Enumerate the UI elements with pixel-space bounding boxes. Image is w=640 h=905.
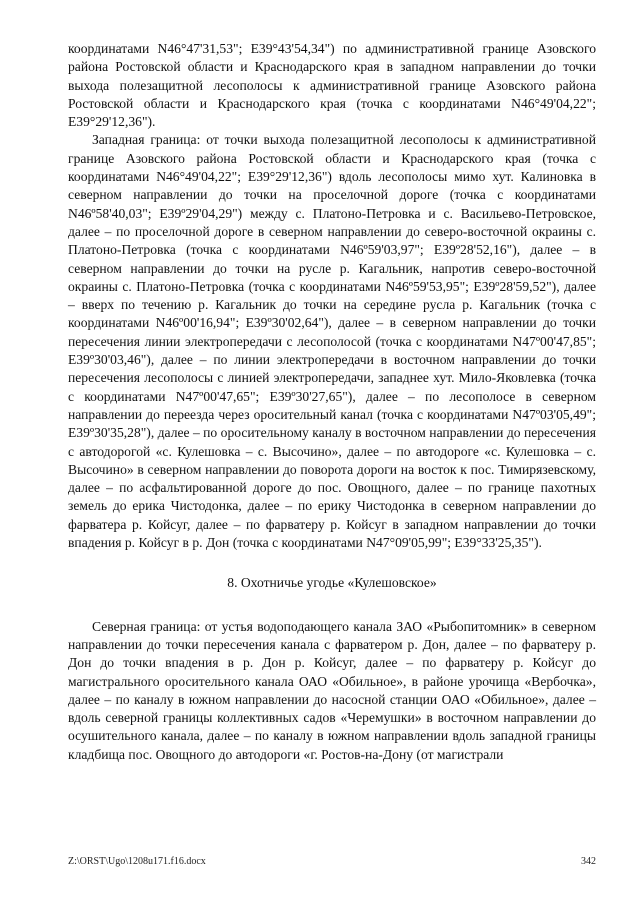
- section-heading: 8. Охотничье угодье «Кулешовское»: [227, 575, 437, 591]
- paragraph-western-border: Западная граница: от точки выхода полезащитной лесополосы к административной границе Азовского района Ростовской области и Краснодарского края (точка с координатами N46°49'04,22"; E39°29'12,36") вдоль лесополосы мимо хут. Калиновка в северном направлении до точки на проселочной дороге (точка с координатами N46º58'40,03"; E39º29'04,29") между с. Платоно-Петровка и с. Васильево-Петровское, далее – по проселочной дороге в северном направлении до северо-восточной окраины с. Платоно-Петровка (точка с координатами N46º59'03,97"; E39º28'52,16"), далее – в северном направлении до точки на русле р. Кагальник, напротив северо-восточной окраины с. Платоно-Петровка (точка с координатами N46º59'53,95"; E39º28'59,52"), далее – вверх по течению р. Кагальник до точки на середине русла р. Кагальник (точка с координатами N46º00'16,94"; E39º30'02,64"), далее – в северном направлении до точки пересечения линии электропередачи с лесополосой (точка с координатами N47º00'47,85"; E39º30'03,46"), далее – по линии электропередачи в восточном направлении до точки пересечения лесополосы с линией электропередачи, западнее хут. Мило-Яковлевка (точка с координатами N47º00'47,65"; E39º30'27,65"), далее – по лесополосе в северном направлении до переезда через оросительный канал (точка с координатами N47º03'05,49"; E39º30'35,28"), далее – по оросительному каналу в восточном направлении до пересечения с автодорогой «с. Кулешовка – с. Высочино», далее – по автодороге «с. Кулешовка – с. Высочино» в северном направлении до поворота дороги на восток к пос. Тимирязевскому, далее – по асфальтированной дороге до пос. Овощного, далее – по границе пахотных земель до ерика Чистодонка, далее – по ерику Чистодонка в северном направлении до фарватера р. Койсуг, далее – по фарватеру р. Койсуг в западном направлении до точки впадения р. Койсуг в р. Дон (точка с координатами N47°09'05,99"; E39°33'25,35").: [68, 132, 596, 551]
- document-body: [68, 40, 596, 764]
- paragraph-northern-border: Северная граница: от устья водоподающего канала ЗАО «Рыбопитомник» в северном направлении до точки пересечения канала с фарватером р. Дон, далее – по фарватеру р. Дон до точки впадения в р. Дон р. Койсуг, далее – по фарватеру р. Койсуг до магистрального оросительного канала ОАО «Обильное», в районе урочища «Вербочка», далее – по каналу в южном направлении до насосной станции ОАО «Обильное», далее – вдоль северной границы коллективных садов «Черемушки» в восточном направлении до осушительного канала, далее – по каналу в южном направлении вдоль западной границы кладбища пос. Овощного до автодороги «г. Ростов-на-Дону (от магистрали: [68, 618, 596, 762]
- paragraph-continuation: координатами N46°47'31,53"; E39°43'54,34") по административной границе Азовского района Ростовской области и Краснодарского края в западном направлении до точки выхода полезащитной лесополосы к административной границе Азовского района Ростовской области и Краснодарского края (точка с координатами N46°49'04,22"; E39°29'12,36").: [68, 41, 596, 130]
- footer-file-path: Z:\ORST\Ugo\1208u171.f16.docx: [68, 856, 206, 867]
- page-number: 342: [581, 856, 596, 867]
